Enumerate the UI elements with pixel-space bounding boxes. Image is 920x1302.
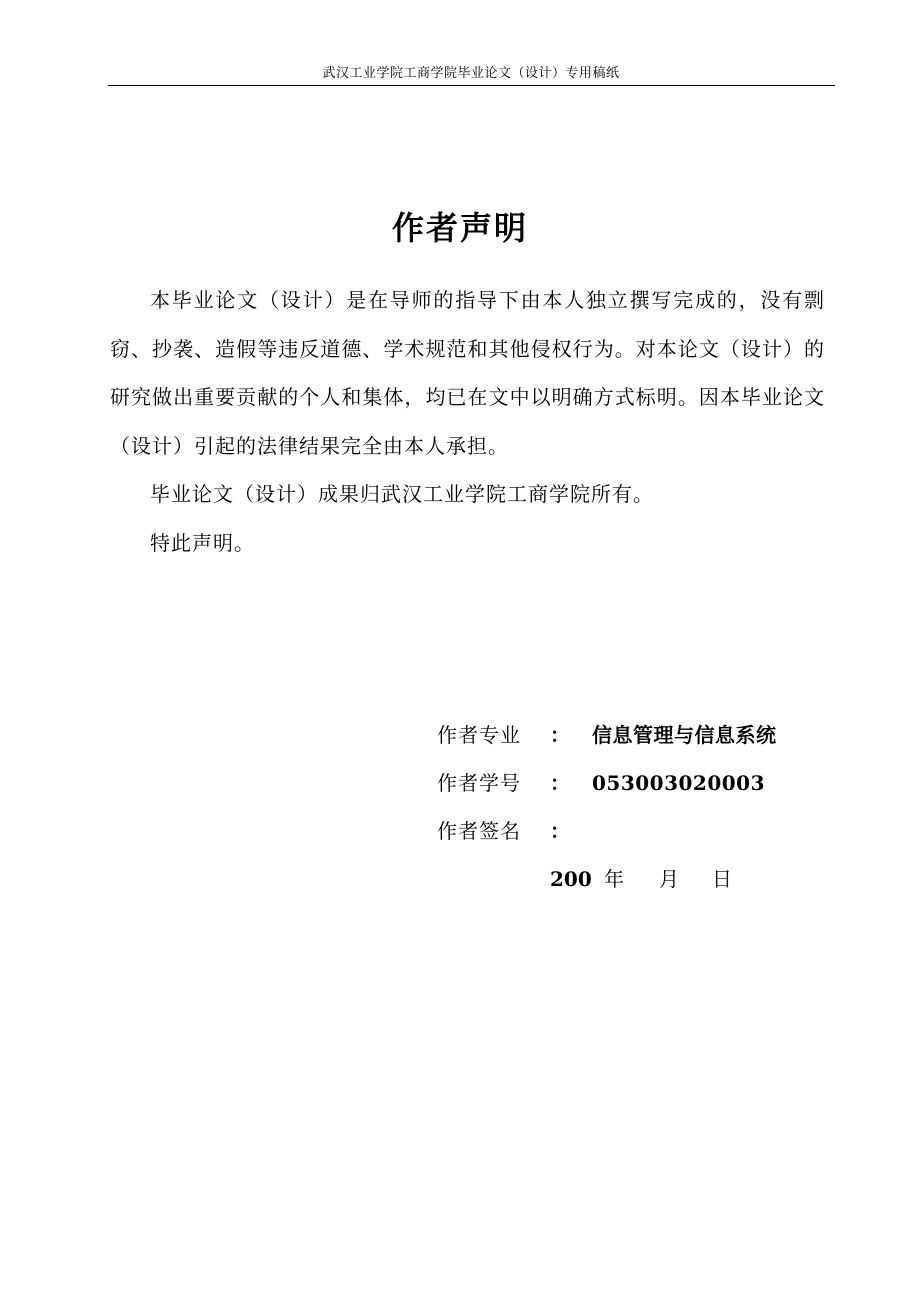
- author-id-value: 053003020003: [592, 771, 765, 795]
- declaration-paragraph-2: 毕业论文（设计）成果归武汉工业学院工商学院所有。: [150, 482, 654, 506]
- author-signature-colon: ：: [550, 819, 570, 843]
- date-day-unit: 日: [712, 867, 732, 891]
- declaration-body: [110, 276, 825, 567]
- author-id-colon: ：: [550, 771, 570, 795]
- date-month-unit: 月: [659, 867, 679, 891]
- author-major-label: 作者专业: [437, 723, 521, 747]
- declaration-paragraph-3: 特此声明。: [150, 530, 255, 555]
- page-header: 武汉工业学院工商学院毕业论文（设计）专用稿纸: [322, 66, 620, 81]
- author-signature-label: 作者签名: [437, 819, 521, 843]
- author-id-label: 作者学号: [437, 771, 521, 795]
- author-major-colon: ：: [550, 723, 570, 747]
- date-year-unit: 年: [604, 867, 624, 891]
- declaration-paragraph-1: 本毕业论文（设计）是在导师的指导下由本人独立撰写完成的，没有剽窃、抄袭、造假等违反道德、学术规范和其他侵权行为。对本论文（设计）的研究做出重要贡献的个人和集体，均已在文中以明确方式标明。因本毕业论文（设计）引起的法律结果完全由本人承担。: [110, 288, 825, 458]
- author-major-value: 信息管理与信息系统: [592, 723, 777, 747]
- document-title: 作者声明: [391, 209, 528, 247]
- header-divider: [108, 85, 835, 86]
- date-year: 200: [550, 867, 592, 891]
